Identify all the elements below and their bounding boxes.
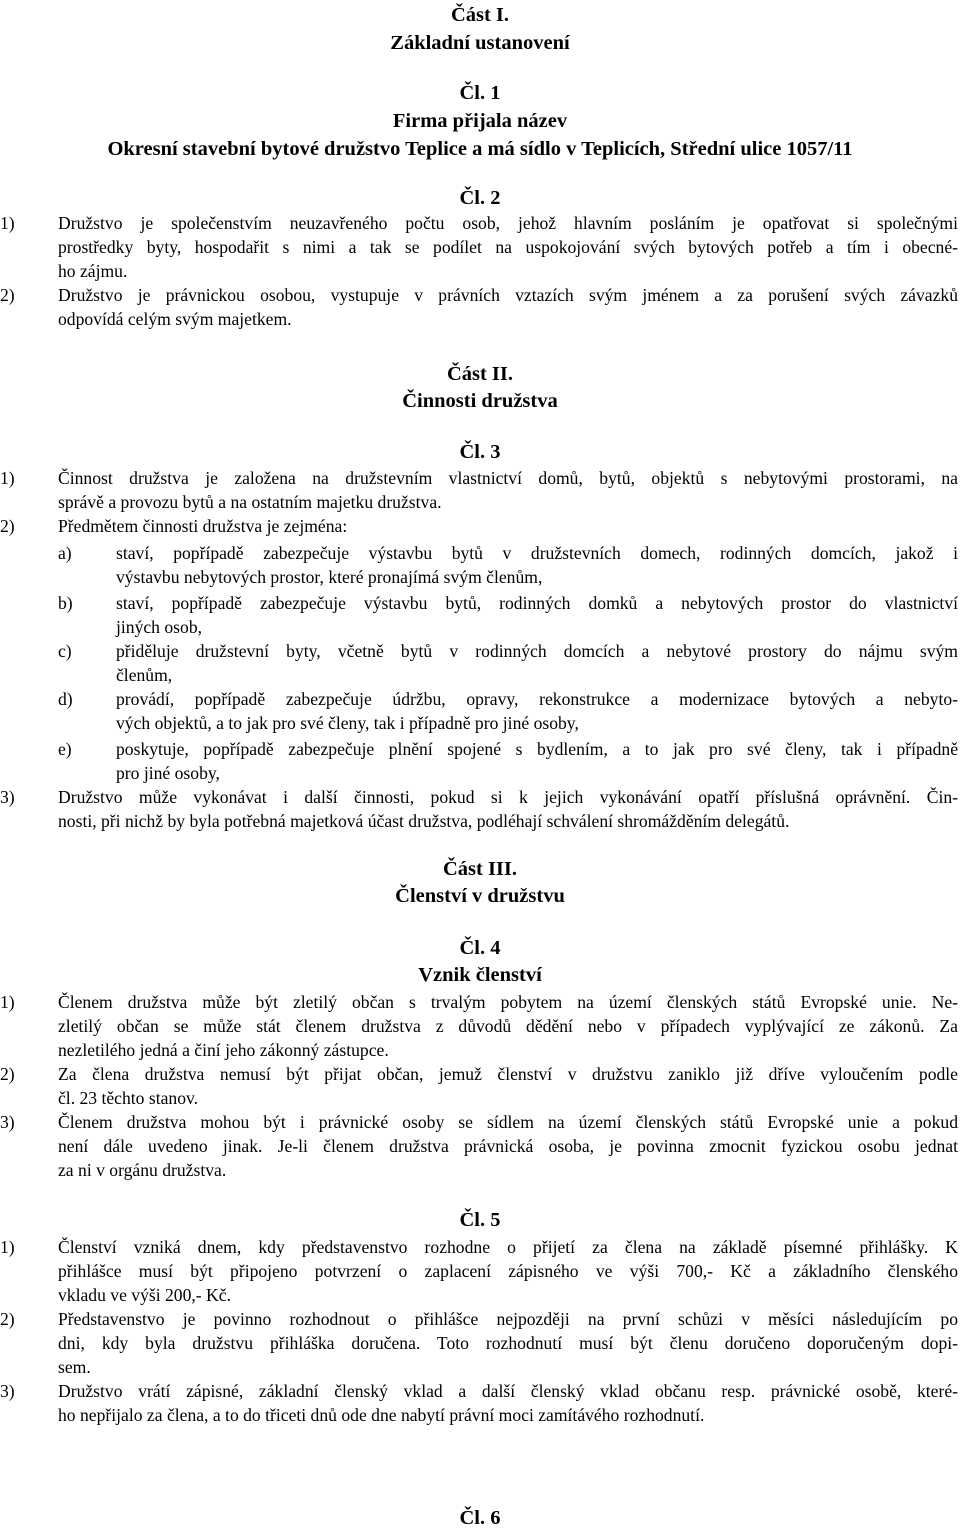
part-2-subtitle: Činnosti družstva [402,390,558,412]
para-text-line: za ni v orgánu družstva. [58,1160,227,1180]
para-number: 2) [0,516,15,536]
para-text-line: Představenstvo je povinno rozhodnout o přihlášce nejpozději na první schůzi v měsíci následujícím po [58,1309,958,1329]
list-item-letter: b) [58,593,73,613]
para-number: 2) [0,285,15,305]
article-6-number: Čl. 6 [459,1507,501,1529]
para-text-line: nezletilého jedná a činí jeho zákonný zástupce. [58,1040,389,1060]
para-text-line: přihlášce musí být připojeno potvrzení o zaplacení zápisného ve výši 700,- Kč a základního členského [58,1261,958,1281]
para-number: 1) [0,1237,15,1257]
article-2-number: Čl. 2 [459,187,501,209]
para-number: 1) [0,992,15,1012]
list-item-text-line: přiděluje družstevní byty, včetně bytů v rodinných domcích a nebytové prostory do nájmu svým [116,641,958,661]
para-text-line: Členství vzniká dnem, kdy představenstvo rozhodne o přijetí za člena na základě písemné přihlášky. K [58,1237,958,1257]
para-number: 3) [0,1112,15,1132]
para-text-line: Družstvo je společenstvím neuzavřeného počtu osob, jehož hlavním posláním je opatřovat si společnými [58,213,958,233]
para-number: 3) [0,787,15,807]
list-item-text-line: pro jiné osoby, [116,763,220,783]
part-2-title: Část II. [446,363,514,385]
para-text-line: Činnost družstva je založena na družstevním vlastnictví domů, bytů, objektů s nebytovými prostorami, na [58,468,958,488]
para-text-line: Předmětem činnosti družstva je zejména: [58,516,348,536]
list-item-text-line: staví, popřípadě zabezpečuje výstavbu bytů, rodinných domků a nebytových prostor do vlastnictví [116,593,958,613]
list-item-letter: d) [58,689,73,709]
para-number: 3) [0,1381,15,1401]
para-text-line: zletilý občan se může stát členem družstva z důvodů dědění nebo v případech vyplývající ze zákonů. Za [58,1016,958,1036]
para-text-line: vkladu ve výši 200,- Kč. [58,1285,231,1305]
list-item-text-line: poskytuje, popřípadě zabezpečuje plnění spojené s bydlením, a to jak pro své členy, tak i případně [116,739,958,759]
para-text-line: Družstvo je právnickou osobou, vystupuje v právních vztazích svým jménem a za porušení svých závazků [58,285,958,305]
article-3-number: Čl. 3 [459,441,501,463]
para-text-line: sem. [58,1357,91,1377]
para-text-line: ho nepřijalo za člena, a to do třiceti dnů ode dne nabytí právní moci zamítávého rozhodnutí. [58,1405,705,1425]
list-item-text-line: staví, popřípadě zabezpečuje výstavbu bytů v družstevních domech, rodinných domcích, jakož i [116,543,958,563]
para-number: 2) [0,1309,15,1329]
list-item-letter: e) [58,739,72,759]
article-4-heading: Vznik členství [418,964,542,986]
part-1-subtitle: Základní ustanovení [390,32,570,54]
para-text-line: prostředky byty, hospodařit s nimi a tak se podílet na uspokojování svých bytových potřeb a tím i obecné- [58,237,958,257]
para-text-line: správě a provozu bytů a na ostatním majetku družstva. [58,492,442,512]
list-item-text-line: vých objektů, a to jak pro své členy, tak i případně pro jiné osoby, [116,713,579,733]
para-text-line: není dále uvedeno jinak. Je-li členem družstva právnická osoba, je povinna zmocnit fyzickou osobu jednat [58,1136,958,1156]
para-text-line: Družstvo vrátí zápisné, základní členský vklad a další členský vklad občanu resp. právnické osobě, které- [58,1381,958,1401]
para-text-line: dni, kdy byla družstvu přihláška doručena. Toto rozhodnutí musí být členu doručeno doporučeným dopi- [58,1333,958,1353]
list-item-text-line: provádí, popřípadě zabezpečuje údržbu, opravy, rekonstrukce a modernizace bytových a nebyto- [116,689,958,709]
article-5-number: Čl. 5 [459,1209,501,1231]
para-text-line: čl. 23 těchto stanov. [58,1088,199,1108]
para-number: 2) [0,1064,15,1084]
para-text-line: nosti, při nichž by byla potřebná majetková účast družstva, podléhají schválení shromážděním delegátů. [58,811,790,831]
article-1-line-2: Okresní stavební bytové družstvo Teplice a má sídlo v Teplicích, Střední ulice 1057/11 [107,138,853,160]
list-item-text-line: členům, [116,665,173,685]
list-item-letter: c) [58,641,72,661]
list-item-text-line: výstavbu nebytových prostor, které pronajímá svým členům, [116,567,543,587]
part-3-title: Část III. [442,858,518,880]
para-text-line: ho zájmu. [58,261,128,281]
para-number: 1) [0,213,15,233]
part-1-title: Část I. [450,4,510,26]
part-3-subtitle: Členství v družstvu [395,885,565,907]
para-number: 1) [0,468,15,488]
para-text-line: Za člena družstva nemusí být přijat občan, jemuž členství v družstvu zaniklo již dříve vyloučením podle [58,1064,958,1084]
list-item-text-line: jiných osob, [116,617,203,637]
article-4-number: Čl. 4 [459,937,501,959]
para-text-line: Družstvo může vykonávat i další činnosti, pokud si k jejich vykonávání opatří příslušná oprávnění. Čin- [58,787,958,807]
article-1-number: Čl. 1 [459,82,501,104]
list-item-letter: a) [58,543,72,563]
article-1-line-1: Firma přijala název [392,110,568,132]
para-text-line: Členem družstva může být zletilý občan s trvalým pobytem na území členských států Evropské unie. Ne- [58,992,958,1012]
para-text-line: Členem družstva mohou být i právnické osoby se sídlem na území členských států Evropské unie a pokud [58,1112,958,1132]
para-text-line: odpovídá celým svým majetkem. [58,309,292,329]
